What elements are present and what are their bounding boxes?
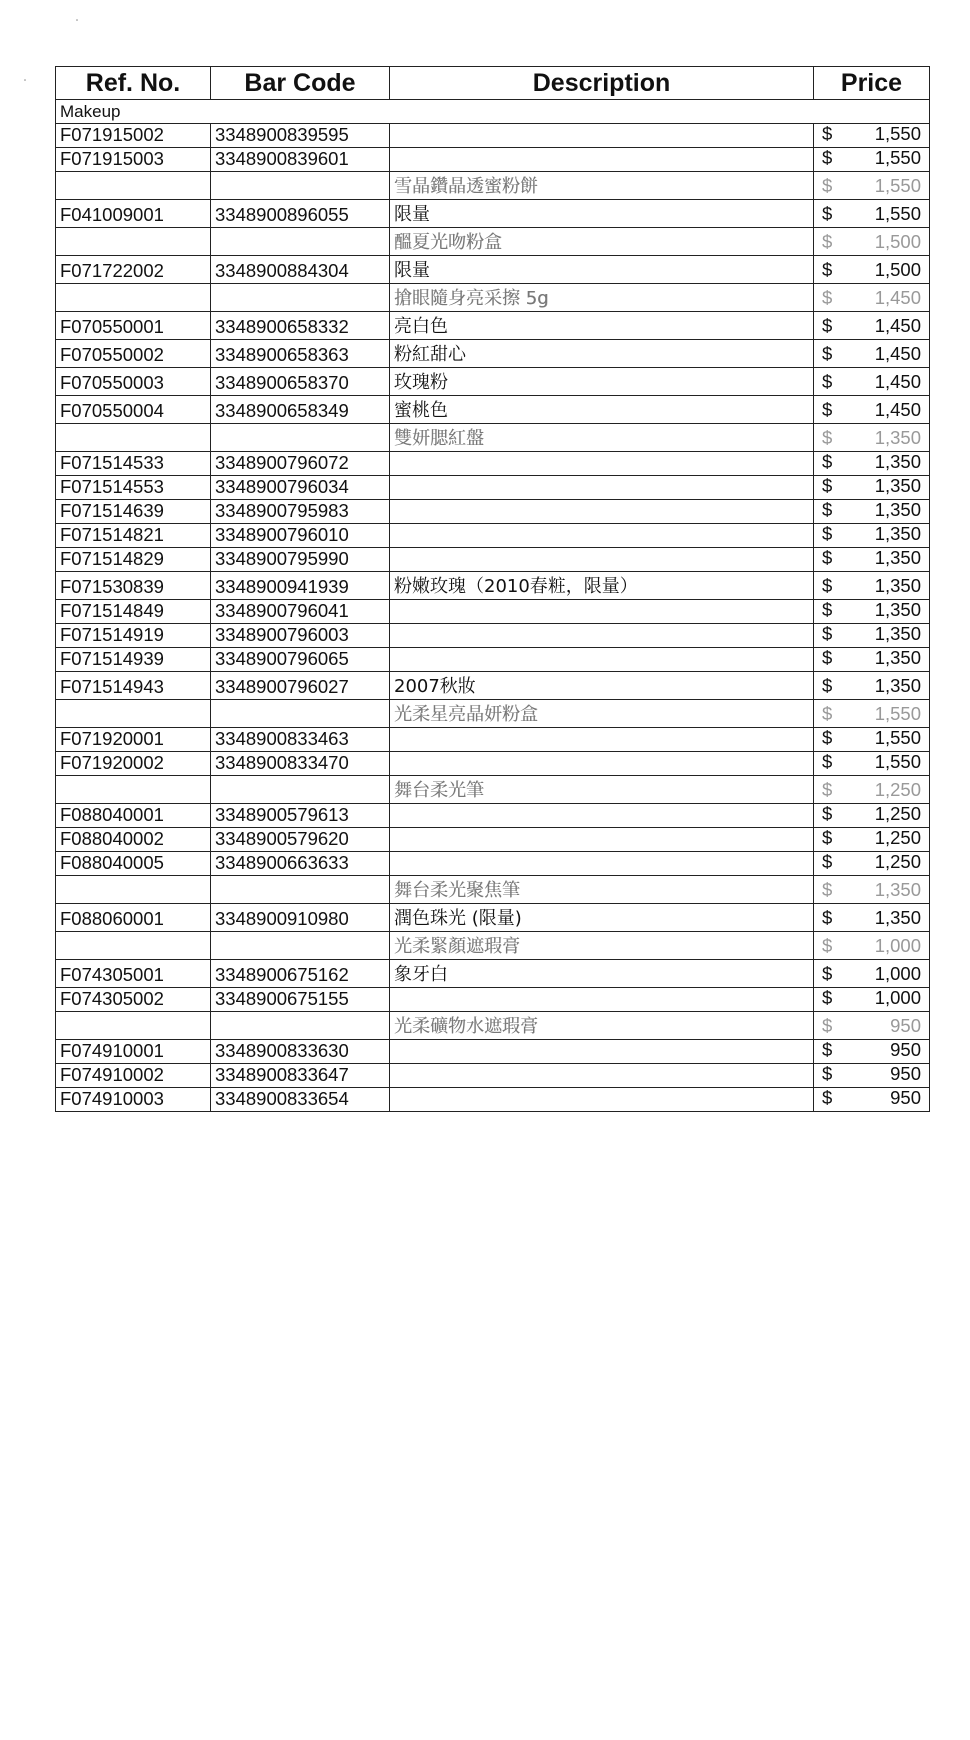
price-cell — [814, 1064, 930, 1088]
price-cell — [814, 452, 930, 476]
table-row — [56, 424, 930, 452]
table-row — [56, 548, 930, 572]
bar-code-cell: 3348900833630 — [211, 1040, 390, 1064]
currency-symbol: $ — [822, 287, 833, 308]
currency-symbol: $ — [822, 647, 833, 668]
description-cell: 蜜桃色 — [390, 396, 814, 424]
currency-symbol: $ — [822, 499, 833, 520]
price-cell — [814, 1088, 930, 1112]
description-cell — [390, 804, 814, 828]
bar-code-cell — [211, 172, 390, 200]
table-row — [56, 172, 930, 200]
price-value: 1,350 — [874, 675, 921, 696]
description-cell — [390, 1064, 814, 1088]
currency-symbol: $ — [822, 371, 833, 392]
bar-code-cell: 3348900795990 — [211, 548, 390, 572]
bar-code-cell: 3348900663633 — [211, 852, 390, 876]
price-cell — [814, 424, 930, 452]
price-cell — [814, 600, 930, 624]
price-value: 1,550 — [874, 147, 921, 168]
price-cell — [814, 548, 930, 572]
price-value: 1,000 — [874, 963, 921, 984]
description-cell: 舞台柔光筆 — [390, 776, 814, 804]
bar-code-cell: 3348900896055 — [211, 200, 390, 228]
ref-no-cell: F071514939 — [56, 648, 211, 672]
description-cell: 舞台柔光聚焦筆 — [390, 876, 814, 904]
ref-no-cell — [56, 700, 211, 728]
table-row — [56, 600, 930, 624]
description-cell: 限量 — [390, 200, 814, 228]
ref-no-cell: F070550001 — [56, 312, 211, 340]
price-value: 1,550 — [874, 727, 921, 748]
ref-no-cell: F071514829 — [56, 548, 211, 572]
description-cell — [390, 988, 814, 1012]
bar-code-cell: 3348900910980 — [211, 904, 390, 932]
table-row — [56, 1088, 930, 1112]
ref-no-cell: F070550002 — [56, 340, 211, 368]
price-value: 1,450 — [874, 343, 921, 364]
bar-code-cell: 3348900833647 — [211, 1064, 390, 1088]
price-cell — [814, 988, 930, 1012]
bar-code-cell: 3348900796003 — [211, 624, 390, 648]
price-cell — [814, 804, 930, 828]
ref-no-cell: F041009001 — [56, 200, 211, 228]
table-row — [56, 776, 930, 804]
ref-no-cell: F070550003 — [56, 368, 211, 396]
price-value: 1,250 — [874, 803, 921, 824]
table-row — [56, 312, 930, 340]
price-value: 950 — [890, 1039, 921, 1060]
price-value: 1,000 — [874, 935, 921, 956]
description-cell — [390, 524, 814, 548]
price-value: 1,350 — [874, 427, 921, 448]
currency-symbol: $ — [822, 343, 833, 364]
bar-code-cell — [211, 876, 390, 904]
price-cell — [814, 1012, 930, 1040]
table-row — [56, 572, 930, 600]
bar-code-cell: 3348900833654 — [211, 1088, 390, 1112]
bar-code-cell — [211, 228, 390, 256]
price-value: 1,550 — [874, 175, 921, 196]
ref-no-cell — [56, 228, 211, 256]
ref-no-cell: F088040005 — [56, 852, 211, 876]
currency-symbol: $ — [822, 1039, 833, 1060]
table-row — [56, 500, 930, 524]
bar-code-cell — [211, 700, 390, 728]
ref-no-cell — [56, 932, 211, 960]
table-row — [56, 284, 930, 312]
table-row — [56, 960, 930, 988]
currency-symbol: $ — [822, 523, 833, 544]
currency-symbol: $ — [822, 575, 833, 596]
table-row — [56, 476, 930, 500]
bar-code-cell: 3348900796027 — [211, 672, 390, 700]
bar-code-cell: 3348900579620 — [211, 828, 390, 852]
currency-symbol: $ — [822, 315, 833, 336]
table-row — [56, 648, 930, 672]
price-cell — [814, 648, 930, 672]
table-row — [56, 200, 930, 228]
description-cell — [390, 500, 814, 524]
price-value: 1,350 — [874, 879, 921, 900]
table-row — [56, 1064, 930, 1088]
table-row — [56, 1012, 930, 1040]
ref-no-header: Ref. No. — [56, 67, 211, 100]
price-value: 1,550 — [874, 703, 921, 724]
bar-code-cell: 3348900675162 — [211, 960, 390, 988]
price-value: 1,550 — [874, 123, 921, 144]
bar-code-cell: 3348900796034 — [211, 476, 390, 500]
table-row — [56, 524, 930, 548]
price-value: 950 — [890, 1087, 921, 1108]
currency-symbol: $ — [822, 451, 833, 472]
table-row — [56, 1040, 930, 1064]
bar-code-cell — [211, 776, 390, 804]
table-row — [56, 752, 930, 776]
description-cell — [390, 124, 814, 148]
header-row — [56, 67, 930, 100]
currency-symbol: $ — [822, 259, 833, 280]
price-value: 1,250 — [874, 827, 921, 848]
price-cell — [814, 852, 930, 876]
price-cell — [814, 524, 930, 548]
bar-code-cell: 3348900658363 — [211, 340, 390, 368]
currency-symbol: $ — [822, 987, 833, 1008]
currency-symbol: $ — [822, 623, 833, 644]
price-value: 1,500 — [874, 231, 921, 252]
currency-symbol: $ — [822, 675, 833, 696]
price-value: 1,550 — [874, 751, 921, 772]
table-row — [56, 876, 930, 904]
table-row — [56, 852, 930, 876]
price-header: Price — [814, 67, 930, 100]
price-cell — [814, 932, 930, 960]
price-value: 1,450 — [874, 399, 921, 420]
ref-no-cell: F088040002 — [56, 828, 211, 852]
bar-code-cell: 3348900833470 — [211, 752, 390, 776]
ref-no-cell — [56, 776, 211, 804]
bar-code-cell: 3348900833463 — [211, 728, 390, 752]
bar-code-cell — [211, 1012, 390, 1040]
section-row — [56, 100, 930, 124]
ref-no-cell: F071514639 — [56, 500, 211, 524]
price-table — [55, 66, 930, 1112]
currency-symbol: $ — [822, 427, 833, 448]
table-row — [56, 828, 930, 852]
bar-code-cell: 3348900579613 — [211, 804, 390, 828]
price-value: 1,350 — [874, 547, 921, 568]
currency-symbol: $ — [822, 1087, 833, 1108]
section-label: Makeup — [56, 100, 211, 124]
price-value: 1,350 — [874, 499, 921, 520]
description-cell: 粉紅甜心 — [390, 340, 814, 368]
section-spacer — [814, 100, 930, 124]
table-row — [56, 228, 930, 256]
bar-code-cell: 3348900796041 — [211, 600, 390, 624]
price-list-sheet — [55, 66, 929, 1112]
description-cell: 亮白色 — [390, 312, 814, 340]
description-cell: 限量 — [390, 256, 814, 284]
description-cell: 搶眼隨身亮采擦 5g — [390, 284, 814, 312]
description-cell — [390, 752, 814, 776]
price-cell — [814, 228, 930, 256]
price-cell — [814, 624, 930, 648]
ref-no-cell: F088040001 — [56, 804, 211, 828]
table-row — [56, 624, 930, 648]
table-row — [56, 700, 930, 728]
currency-symbol: $ — [822, 399, 833, 420]
price-value: 1,000 — [874, 987, 921, 1008]
price-value: 1,350 — [874, 599, 921, 620]
currency-symbol: $ — [822, 231, 833, 252]
bar-code-cell: 3348900675155 — [211, 988, 390, 1012]
currency-symbol: $ — [822, 751, 833, 772]
description-cell — [390, 600, 814, 624]
section-spacer — [211, 100, 390, 124]
description-header: Description — [390, 67, 814, 100]
currency-symbol: $ — [822, 827, 833, 848]
price-value: 1,250 — [874, 779, 921, 800]
price-value: 950 — [890, 1063, 921, 1084]
ref-no-cell: F071920001 — [56, 728, 211, 752]
currency-symbol: $ — [822, 879, 833, 900]
ref-no-cell: F074305002 — [56, 988, 211, 1012]
description-cell — [390, 648, 814, 672]
price-cell — [814, 368, 930, 396]
price-cell — [814, 728, 930, 752]
description-cell — [390, 452, 814, 476]
ref-no-cell: F074910002 — [56, 1064, 211, 1088]
table-row — [56, 396, 930, 424]
price-value: 1,350 — [874, 623, 921, 644]
bar-code-cell — [211, 932, 390, 960]
price-cell — [814, 876, 930, 904]
table-row — [56, 256, 930, 284]
price-cell — [814, 312, 930, 340]
description-cell — [390, 148, 814, 172]
table-body — [56, 100, 930, 1112]
ref-no-cell: F071514821 — [56, 524, 211, 548]
bar-code-cell: 3348900941939 — [211, 572, 390, 600]
price-cell — [814, 340, 930, 368]
table-row — [56, 728, 930, 752]
currency-symbol: $ — [822, 779, 833, 800]
price-cell — [814, 124, 930, 148]
price-cell — [814, 960, 930, 988]
price-cell — [814, 256, 930, 284]
bar-code-cell: 3348900839595 — [211, 124, 390, 148]
price-cell — [814, 476, 930, 500]
price-value: 950 — [890, 1015, 921, 1036]
price-cell — [814, 1040, 930, 1064]
currency-symbol: $ — [822, 1063, 833, 1084]
price-cell — [814, 700, 930, 728]
currency-symbol: $ — [822, 851, 833, 872]
price-cell — [814, 396, 930, 424]
currency-symbol: $ — [822, 203, 833, 224]
description-cell — [390, 476, 814, 500]
ref-no-cell: F074305001 — [56, 960, 211, 988]
description-cell: 雙妍腮紅盤 — [390, 424, 814, 452]
table-row — [56, 932, 930, 960]
currency-symbol: $ — [822, 547, 833, 568]
price-value: 1,350 — [874, 475, 921, 496]
ref-no-cell: F071514533 — [56, 452, 211, 476]
table-row — [56, 124, 930, 148]
description-cell: 粉嫩玫瑰（2010春粧，限量） — [390, 572, 814, 600]
ref-no-cell — [56, 172, 211, 200]
bar-code-header: Bar Code — [211, 67, 390, 100]
currency-symbol: $ — [822, 599, 833, 620]
price-value: 1,350 — [874, 451, 921, 472]
price-cell — [814, 200, 930, 228]
currency-symbol: $ — [822, 147, 833, 168]
currency-symbol: $ — [822, 935, 833, 956]
description-cell: 象牙白 — [390, 960, 814, 988]
table-row — [56, 988, 930, 1012]
ref-no-cell: F071514553 — [56, 476, 211, 500]
price-cell — [814, 672, 930, 700]
price-value: 1,450 — [874, 315, 921, 336]
price-cell — [814, 572, 930, 600]
price-value: 1,350 — [874, 647, 921, 668]
price-cell — [814, 776, 930, 804]
description-cell — [390, 548, 814, 572]
price-cell — [814, 500, 930, 524]
ref-no-cell: F074910003 — [56, 1088, 211, 1112]
bar-code-cell: 3348900884304 — [211, 256, 390, 284]
section-spacer — [390, 100, 814, 124]
price-value: 1,250 — [874, 851, 921, 872]
bar-code-cell: 3348900796065 — [211, 648, 390, 672]
description-cell: 雪晶鑽晶透蜜粉餅 — [390, 172, 814, 200]
ref-no-cell: F070550004 — [56, 396, 211, 424]
table-row — [56, 340, 930, 368]
description-cell: 醞夏光吻粉盒 — [390, 228, 814, 256]
table-row — [56, 368, 930, 396]
price-cell — [814, 752, 930, 776]
price-value: 1,450 — [874, 371, 921, 392]
ref-no-cell: F071920002 — [56, 752, 211, 776]
bar-code-cell: 3348900795983 — [211, 500, 390, 524]
bar-code-cell — [211, 424, 390, 452]
description-cell — [390, 1040, 814, 1064]
bar-code-cell: 3348900839601 — [211, 148, 390, 172]
description-cell: 光柔緊顏遮瑕膏 — [390, 932, 814, 960]
ref-no-cell — [56, 284, 211, 312]
bar-code-cell: 3348900658332 — [211, 312, 390, 340]
scan-speck — [76, 19, 78, 21]
description-cell: 玫瑰粉 — [390, 368, 814, 396]
currency-symbol: $ — [822, 907, 833, 928]
description-cell — [390, 624, 814, 648]
description-cell — [390, 828, 814, 852]
currency-symbol: $ — [822, 1015, 833, 1036]
ref-no-cell — [56, 876, 211, 904]
price-value: 1,350 — [874, 523, 921, 544]
price-value: 1,500 — [874, 259, 921, 280]
ref-no-cell: F071514919 — [56, 624, 211, 648]
description-cell — [390, 852, 814, 876]
price-cell — [814, 284, 930, 312]
bar-code-cell: 3348900658349 — [211, 396, 390, 424]
table-row — [56, 672, 930, 700]
ref-no-cell: F071514943 — [56, 672, 211, 700]
currency-symbol: $ — [822, 123, 833, 144]
description-cell: 光柔星亮晶妍粉盒 — [390, 700, 814, 728]
bar-code-cell: 3348900796072 — [211, 452, 390, 476]
ref-no-cell — [56, 424, 211, 452]
price-value: 1,450 — [874, 287, 921, 308]
price-cell — [814, 172, 930, 200]
ref-no-cell: F071530839 — [56, 572, 211, 600]
ref-no-cell: F071915003 — [56, 148, 211, 172]
description-cell: 2007秋妝 — [390, 672, 814, 700]
bar-code-cell: 3348900796010 — [211, 524, 390, 548]
table-row — [56, 452, 930, 476]
ref-no-cell — [56, 1012, 211, 1040]
currency-symbol: $ — [822, 803, 833, 824]
currency-symbol: $ — [822, 963, 833, 984]
currency-symbol: $ — [822, 703, 833, 724]
ref-no-cell: F071514849 — [56, 600, 211, 624]
price-cell — [814, 828, 930, 852]
bar-code-cell — [211, 284, 390, 312]
table-row — [56, 804, 930, 828]
price-value: 1,550 — [874, 203, 921, 224]
price-value: 1,350 — [874, 907, 921, 928]
currency-symbol: $ — [822, 175, 833, 196]
bar-code-cell: 3348900658370 — [211, 368, 390, 396]
price-cell — [814, 148, 930, 172]
currency-symbol: $ — [822, 727, 833, 748]
ref-no-cell: F071915002 — [56, 124, 211, 148]
scan-speck — [24, 79, 26, 81]
currency-symbol: $ — [822, 475, 833, 496]
description-cell — [390, 728, 814, 752]
description-cell — [390, 1088, 814, 1112]
price-cell — [814, 904, 930, 932]
table-row — [56, 148, 930, 172]
ref-no-cell: F074910001 — [56, 1040, 211, 1064]
ref-no-cell: F088060001 — [56, 904, 211, 932]
price-value: 1,350 — [874, 575, 921, 596]
ref-no-cell: F071722002 — [56, 256, 211, 284]
table-row — [56, 904, 930, 932]
description-cell: 光柔礦物水遮瑕膏 — [390, 1012, 814, 1040]
description-cell: 潤色珠光 (限量) — [390, 904, 814, 932]
